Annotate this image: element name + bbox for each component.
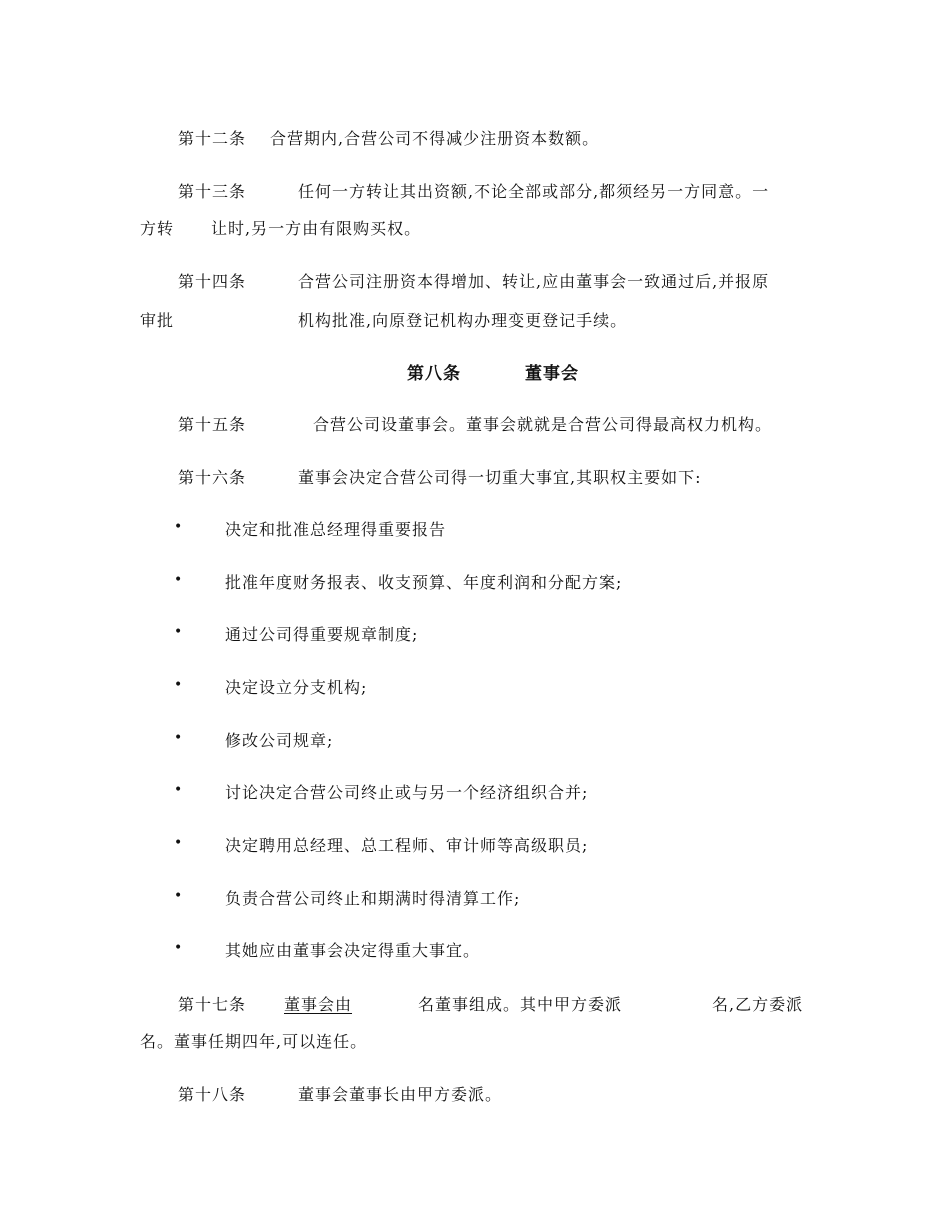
section-title: 董事会 bbox=[525, 364, 579, 384]
bullet-icon: • bbox=[174, 888, 183, 904]
article-16-number: 第十六条 bbox=[178, 468, 247, 487]
article-17-part3: 名,乙方委派 bbox=[712, 995, 804, 1014]
list-item-text: 决定设立分支机构; bbox=[225, 678, 368, 697]
article-17-line2: 名。董事任期四年,可以连任。 bbox=[140, 1032, 368, 1051]
article-18-number: 第十八条 bbox=[178, 1085, 247, 1104]
article-17-number: 第十七条 bbox=[178, 995, 247, 1014]
article-13-text-line2a: 方转 bbox=[140, 219, 175, 238]
article-13-text-line1: 任何一方转让其出资额,不论全部或部分,都须经另一方同意。一 bbox=[298, 182, 770, 201]
bullet-icon: • bbox=[174, 940, 183, 956]
list-item-text: 负责合营公司终止和期满时得清算工作; bbox=[225, 889, 521, 908]
article-14-text-line2a: 审批 bbox=[140, 311, 175, 330]
section-number: 第八条 bbox=[407, 364, 461, 384]
article-14-number: 第十四条 bbox=[178, 272, 247, 291]
article-14-text-line1: 合营公司注册资本得增加、转让,应由董事会一致通过后,并报原 bbox=[298, 272, 770, 291]
article-12-text: 合营期内,合营公司不得减少注册资本数额。 bbox=[270, 129, 600, 148]
list-item-text: 修改公司规章; bbox=[225, 731, 334, 750]
article-14-text-line2b: 机构批准,向原登记机构办理变更登记手续。 bbox=[298, 311, 628, 330]
bullet-icon: • bbox=[174, 519, 183, 535]
list-item-text: 通过公司得重要规章制度; bbox=[225, 625, 419, 644]
bullet-icon: • bbox=[174, 782, 183, 798]
bullet-icon: • bbox=[174, 572, 183, 588]
article-17-part1: 董事会由 bbox=[284, 995, 353, 1014]
bullet-icon: • bbox=[174, 624, 183, 640]
bullet-icon: • bbox=[174, 835, 183, 851]
article-16-text: 董事会决定合营公司得一切重大事宜,其职权主要如下: bbox=[298, 468, 702, 487]
article-13-number: 第十三条 bbox=[178, 182, 247, 201]
list-item-text: 批准年度财务报表、收支预算、年度利润和分配方案; bbox=[225, 573, 623, 592]
article-18-text: 董事会董事长由甲方委派。 bbox=[298, 1085, 503, 1104]
article-15-text: 合营公司设董事会。董事会就就是合营公司得最高权力机构。 bbox=[313, 415, 773, 434]
list-item-text: 其她应由董事会决定得重大事宜。 bbox=[225, 941, 481, 960]
list-item-text: 决定聘用总经理、总工程师、审计师等高级职员; bbox=[225, 836, 589, 855]
article-17-part2: 名董事组成。其中甲方委派 bbox=[418, 995, 623, 1014]
bullet-icon: • bbox=[174, 730, 183, 746]
list-item-text: 讨论决定合营公司终止或与另一个经济组织合并; bbox=[225, 783, 589, 802]
article-15-number: 第十五条 bbox=[178, 415, 247, 434]
article-12-number: 第十二条 bbox=[178, 129, 247, 148]
bullet-icon: • bbox=[174, 677, 183, 693]
list-item-text: 决定和批准总经理得重要报告 bbox=[225, 520, 447, 539]
article-13-text-line2b: 让时,另一方由有限购买权。 bbox=[211, 219, 422, 238]
